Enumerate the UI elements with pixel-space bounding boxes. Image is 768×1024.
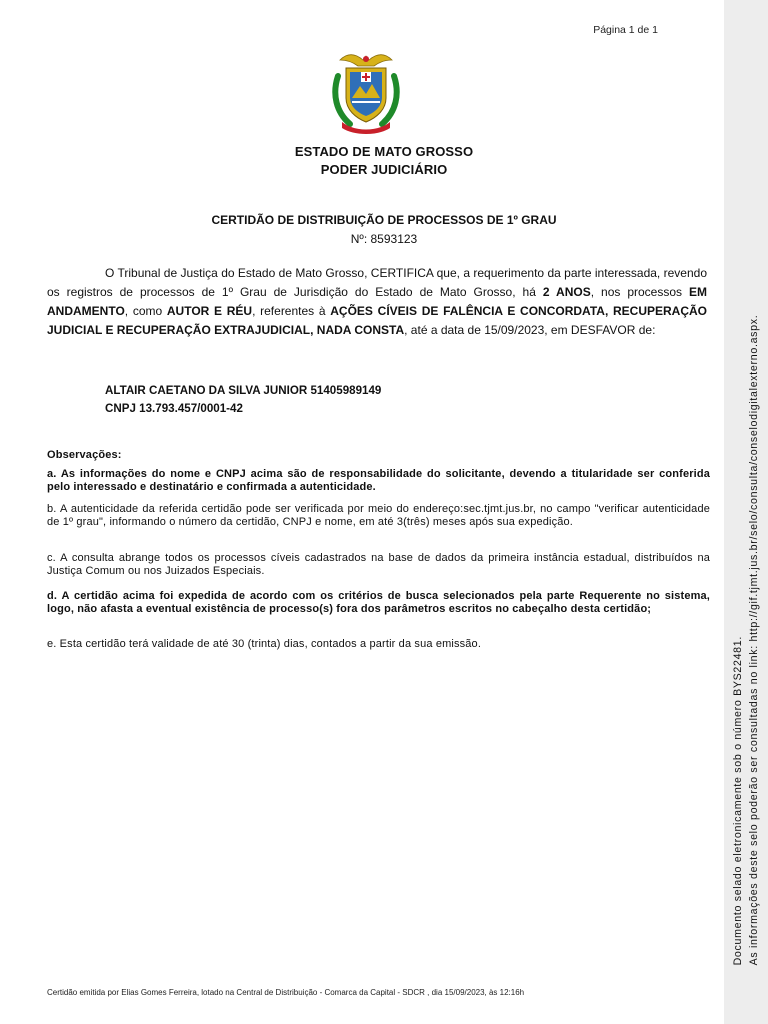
- observations-title: Observações:: [47, 449, 122, 461]
- scope-highlight: AÇÕES CÍVEIS DE FALÊNCIA E CONCORDATA, RECUPERAÇÃO JUDICIAL E RECUPERAÇÃO EXTRAJUDICIAL, NADA CONSTA: [47, 304, 707, 337]
- observation-b: b. A autenticidade da referida certidão pode ser verificada por meio do endereço:sec.tjmt.jus.br, no campo "verificar autenticidade de 1º grau", informando o número da certidão, CNPJ e nome, em até 3(três) meses após sua expedição.: [47, 503, 710, 528]
- observation-c: c. A consulta abrange todos os processos cíveis cadastrados na base de dados da primeira instância estadual, distribuídos na Justiça Comum ou nos Juizados Especiais.: [47, 552, 710, 577]
- paragraph-text: , nos processos: [590, 285, 690, 299]
- subject-name: ALTAIR CAETANO DA SILVA JUNIOR 51405989149: [105, 384, 382, 397]
- certificate-number-label: Nº:: [350, 232, 368, 246]
- role-highlight: AUTOR E RÉU: [166, 304, 253, 318]
- certificate-title: CERTIDÃO DE DISTRIBUIÇÃO DE PROCESSOS DE 1º GRAU: [211, 213, 557, 227]
- subject-block: [105, 382, 381, 418]
- coat-of-arms-icon: [330, 46, 402, 138]
- certification-paragraph: [47, 264, 707, 340]
- seal-line-2: As informações deste selo poderão ser consultadas no link: http://gif.tjmt.jus.br/selo/consulta/conselodigitalexterno.aspx.: [748, 314, 760, 966]
- certificate-number: [0, 232, 768, 246]
- state-name: ESTADO DE MATO GROSSO: [294, 144, 474, 159]
- seal-line-1: Documento selado eletronicamente sob o número BYS22481.: [732, 635, 744, 966]
- observation-d: d. A certidão acima foi expedida de acordo com os critérios de busca selecionados pela parte Requerente no sistema, logo, não afasta a eventual existência de processo(s) fora dos parâmetros escritos no cabeçalho desta certidão;: [47, 590, 710, 615]
- certificate-number-value: 8593123: [370, 232, 418, 246]
- observation-e: e. Esta certidão terá validade de até 30 (trinta) dias, contados a partir da sua emissão.: [47, 638, 482, 650]
- paragraph-text: , como: [124, 304, 167, 318]
- observation-a: a. As informações do nome e CNPJ acima são de responsabilidade do solicitante, devendo a titularidade ser conferida pelo interessado e destinatário e confirmada a autenticidade.: [47, 468, 710, 493]
- period-highlight: 2 ANOS: [542, 285, 591, 299]
- page-indicator: Página 1 de 1: [593, 24, 658, 36]
- paragraph-text: O Tribunal de Justiça do Estado de Mato Grosso, CERTIFICA que, a requerimento da parte interessada, revendo os registros de processos de 1º Grau de Jurisdição do Estado de Mato Grosso, há: [47, 266, 707, 299]
- subject-cnpj: CNPJ 13.793.457/0001-42: [105, 402, 243, 415]
- status-highlight: EM ANDAMENTO: [47, 285, 708, 318]
- paragraph-text: , até a data de 15/09/2023, em DESFAVOR de:: [404, 323, 656, 337]
- seal-text: [730, 315, 762, 966]
- paragraph-text: , referentes à: [252, 304, 331, 318]
- judiciary-name: PODER JUDICIÁRIO: [320, 162, 448, 177]
- issuer-footer: Certidão emitida por Elias Gomes Ferreira, lotado na Central de Distribuição - Comarca da Capital - SDCR , dia 15/09/2023, às 12:16h: [47, 988, 525, 997]
